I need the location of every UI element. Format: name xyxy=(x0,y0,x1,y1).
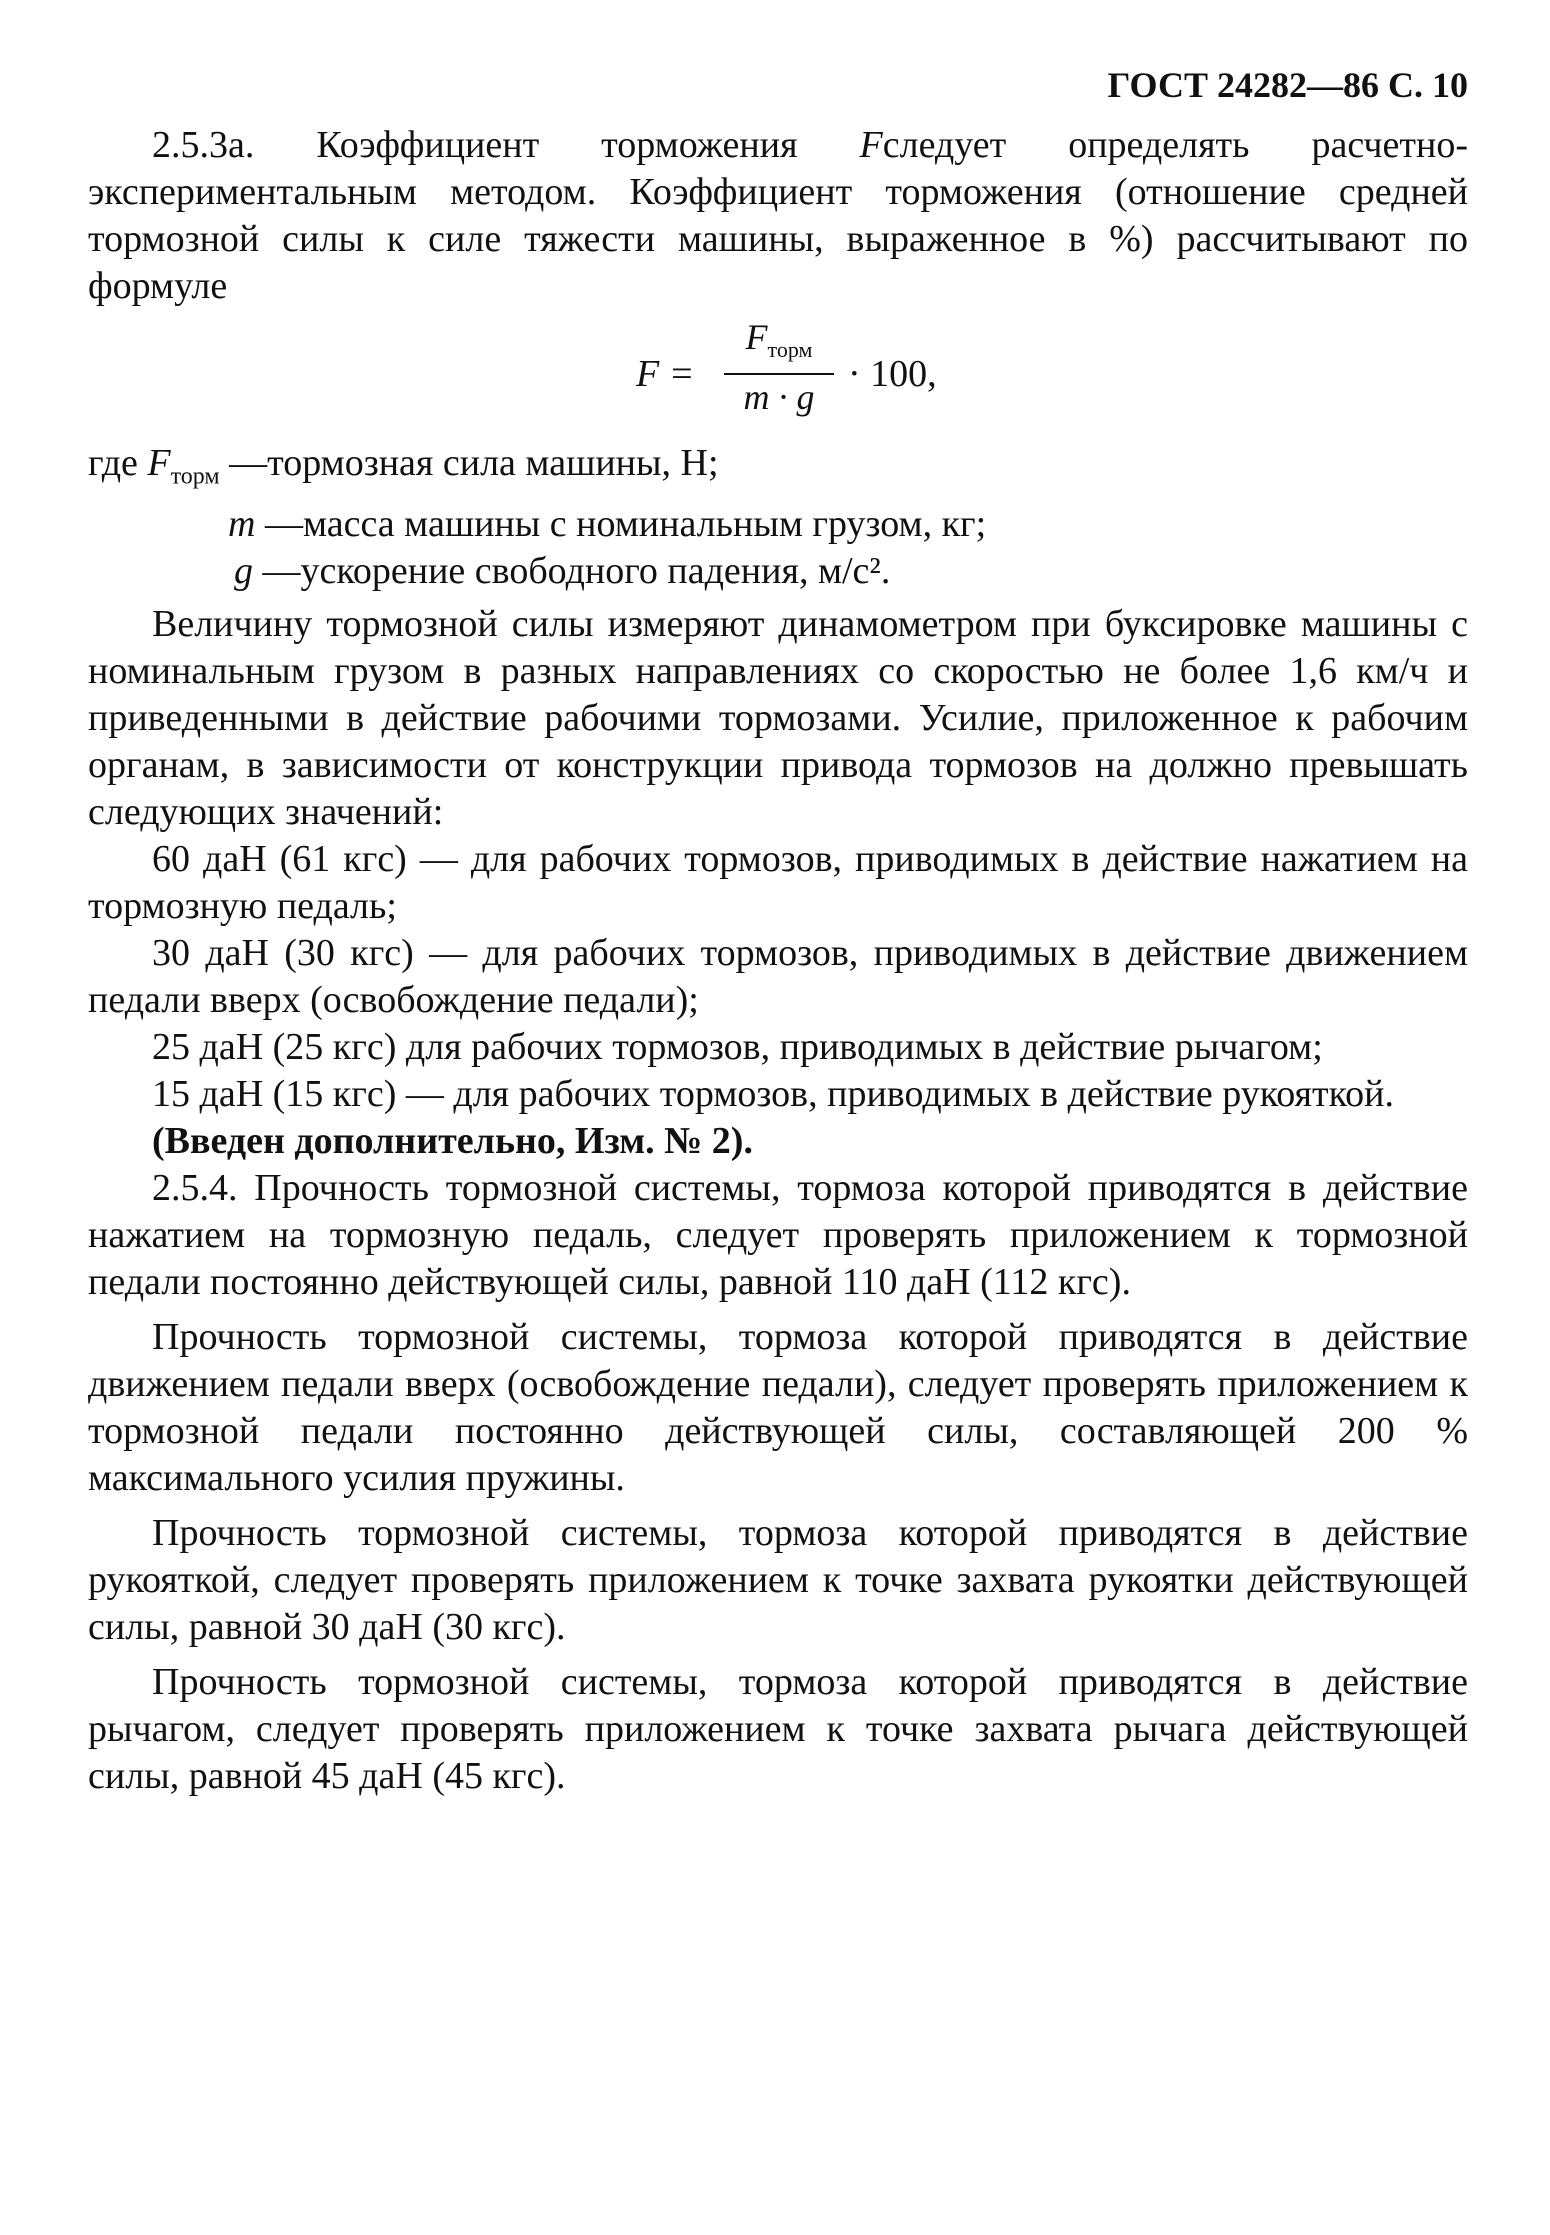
amendment-note: (Введен дополнительно, Изм. № 2). xyxy=(152,1119,753,1162)
paragraph-force-30: 30 даН (30 кгс) — для рабочих тормозов, приводимых в действие движением педали вверх (освобождение педали); xyxy=(88,931,1468,1021)
paragraph-2-5-4: 2.5.4. Прочность тормозной системы, тормоза которой приводятся в действие нажатием на тормозную педаль, следует проверять приложением к тормозной педали постоянно действующей силы, равной 110 даН (112 кгс). xyxy=(88,1166,1468,1303)
symbol-f: F xyxy=(859,124,883,166)
formula-numerator-sub: торм xyxy=(767,337,813,363)
document-page xyxy=(88,60,1468,1800)
formula-rhs: · 100, xyxy=(848,353,937,395)
paragraph-2-5-3a xyxy=(88,122,1468,310)
definition-g: g —ускорение свободного падения, м/с². xyxy=(234,549,891,592)
paragraph-lever: Прочность тормозной системы, тормоза которой приводятся в действие рычагом, следует проверять приложением к точке захвата рычага действующей силы, равной 45 даН (45 кгс). xyxy=(88,1660,1468,1797)
definition-m: m —масса машины с номинальным грузом, кг; xyxy=(228,502,987,545)
paragraph-pedal-release: Прочность тормозной системы, тормоза которой приводятся в действие движением педали вверх (освобождение педали), следует проверять приложением к тормозной педали постоянно действующей силы, составляющей 200 % максимального усилия пружины. xyxy=(88,1315,1468,1499)
page-header: ГОСТ 24282—86 С. 10 xyxy=(1107,65,1468,105)
paragraph-measurement: Величину тормозной силы измеряют динамометром при буксировке машины с номинальным грузом в разных направлениях со скоростью не более 1,6 км/ч и приведенными в действие рабочими тормозами. Усилие, приложенное к рабочим органам, в зависимости от конструкции привода тормозов на должно превышать следующих значений: xyxy=(88,602,1468,833)
definition-f-torm: где $F_{торм}$ —тормозная сила машины, Н; xyxy=(88,442,719,490)
formula-denominator: m · g xyxy=(743,377,815,418)
formula-numerator: $F_{торм}$ xyxy=(724,316,834,375)
paragraph-force-60: 60 даН (61 кгс) — для рабочих тормозов, приводимых в действие нажатием на тормозную педаль; xyxy=(88,837,1468,927)
paragraph-force-25: 25 даН (25 кгс) для рабочих тормозов, приводимых в действие рычагом; xyxy=(152,1025,1323,1068)
paragraph-lead: 2.5.3а. Коэффициент торможения xyxy=(152,124,860,166)
paragraph-rest: следует определять расчетно-экспериментальным методом. Коэффициент торможения (отношение средней тормозной силы к силе тяжести машины, выраженное в %) рассчитывают по формуле xyxy=(88,124,1468,307)
paragraph-force-15: 15 даН (15 кгс) — для рабочих тормозов, приводимых в действие рукояткой. xyxy=(152,1072,1394,1115)
formula-definitions xyxy=(88,440,1468,595)
formula-lhs: F = xyxy=(636,353,695,395)
formula-fraction xyxy=(724,316,834,419)
braking-coefficient-formula xyxy=(88,310,1468,440)
paragraph-handle: Прочность тормозной системы, тормоза которой приводятся в действие рукояткой, следует проверять приложением к точке захвата рукоятки действующей силы, равной 30 даН (30 кгс). xyxy=(88,1511,1468,1648)
